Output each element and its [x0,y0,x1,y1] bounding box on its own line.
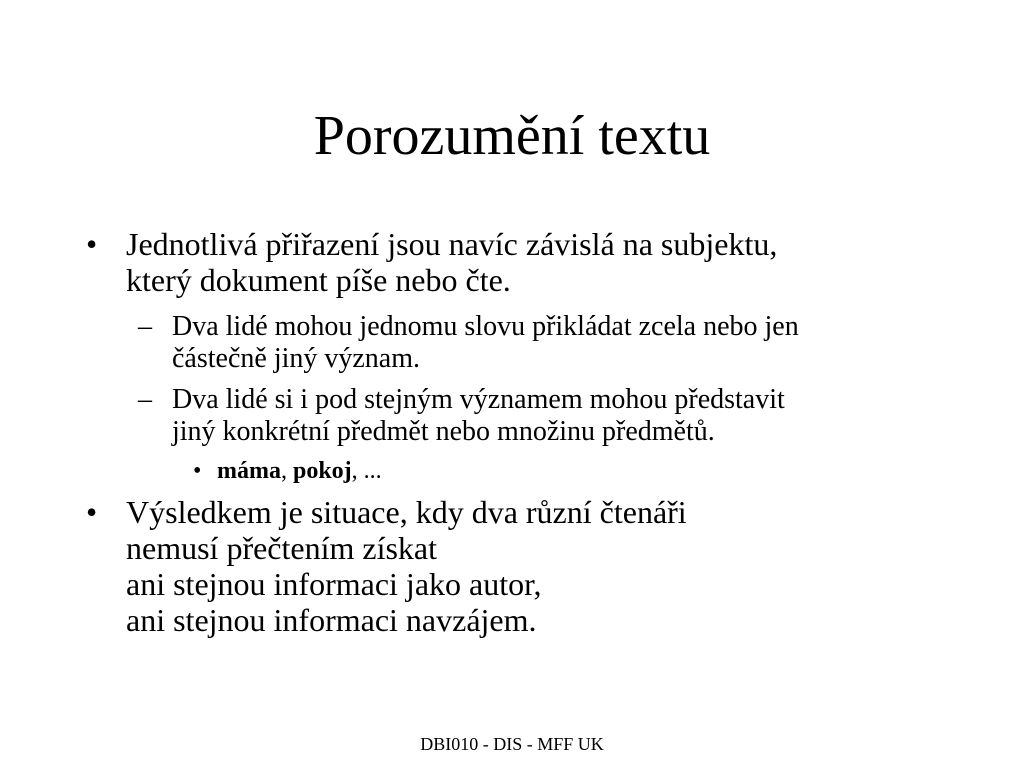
bullet-text-line: ani stejnou informaci jako autor, [126,566,542,602]
bullet-text-line: nemusí přečtením získat [126,530,438,566]
sub-bullet-text-line: Dva lidé si i pod stejným významem mohou představit [172,384,785,415]
dash-marker: – [138,311,152,342]
bullet-marker: • [193,458,202,484]
ellipsis-text: , ... [351,458,382,484]
bold-term: pokoj [292,458,352,484]
sub-bullet-text-line: jiný konkrétní předmět nebo množinu předmětů. [172,416,715,447]
bullet-marker: • [86,494,98,530]
bold-term: máma [217,458,281,484]
bullet-text-line: který dokument píše nebo čte. [126,262,511,298]
slide-title: Porozumění textu [313,105,711,167]
bullet-text-line: Jednotlivá přiřazení jsou navíc závislá na subjektu, [126,226,778,262]
bullet-text-line: Výsledkem je situace, kdy dva různí čtenáři [126,494,687,530]
dash-marker: – [138,384,152,415]
bullet-text-line: ani stejnou informaci navzájem. [126,602,537,638]
separator: , [280,458,293,484]
sub-bullet-text-line: Dva lidé mohou jednomu slovu přikládat zcela nebo jen [172,311,799,342]
bullet-marker: • [86,226,98,262]
sub-bullet-text-line: částečně jiný význam. [172,343,421,374]
slide-footer: DBI010 - DIS - MFF UK [420,734,604,754]
